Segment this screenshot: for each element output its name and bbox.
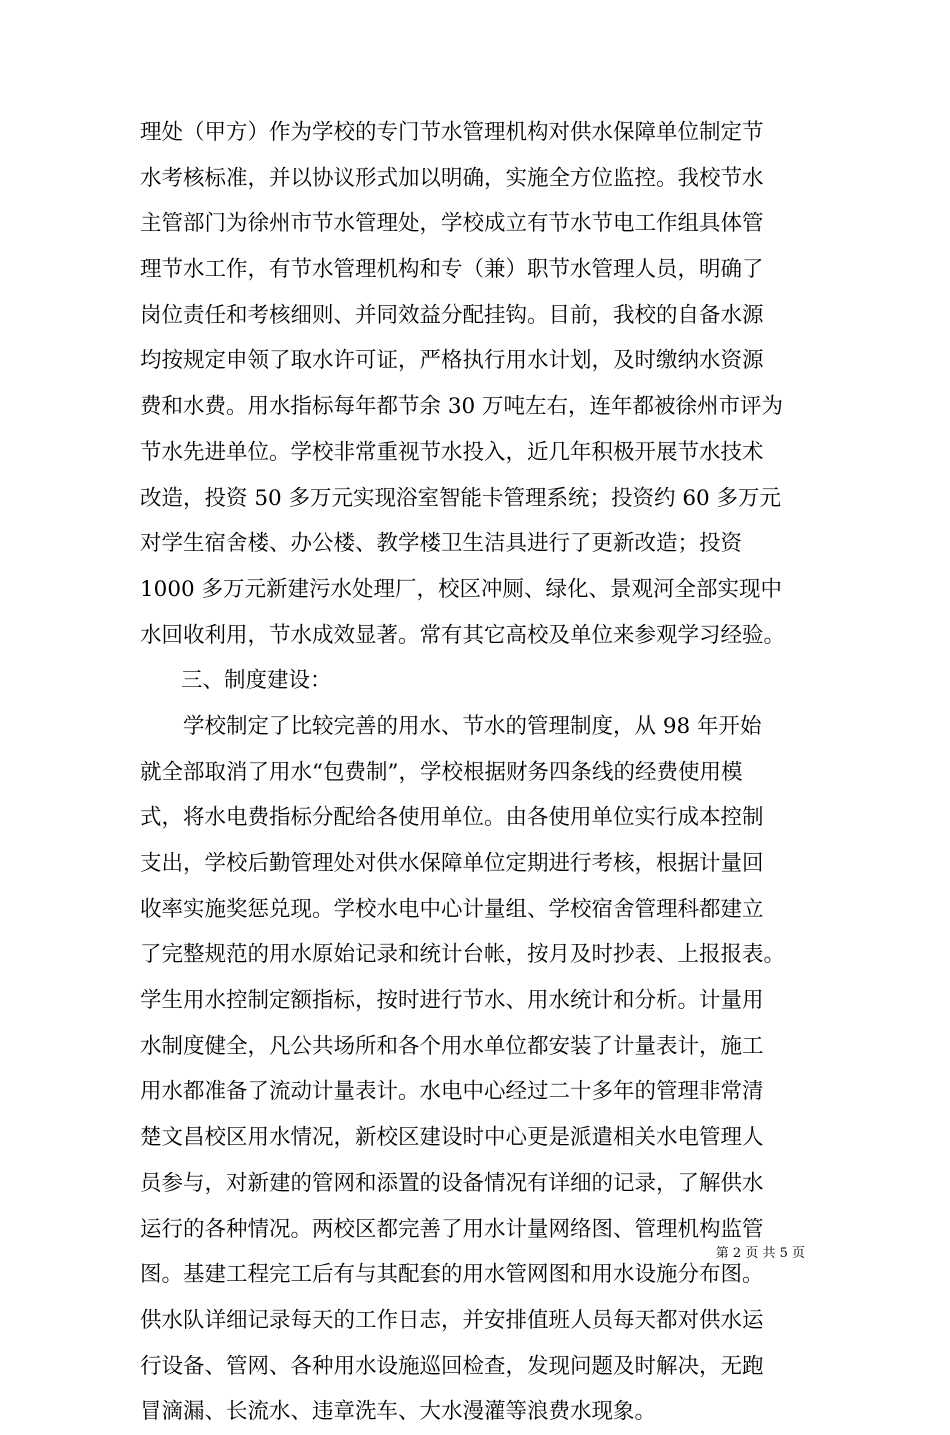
text-line: 冒滴漏、长流水、违章洗车、大水漫灌等浪费水现象。: [140, 1399, 657, 1425]
text-line: 了完整规范的用水原始记录和统计台帐，按月及时抄表、上报报表。: [140, 942, 786, 968]
text-line: 就全部取消了用水“包费制”，学校根据财务四条线的经费使用模: [140, 759, 743, 785]
text-line: 理处（甲方）作为学校的专门节水管理机构对供水保障单位制定节: [140, 120, 764, 145]
text-line: 供水队详细记录每天的工作日志，并安排值班人员每天都对供水运: [140, 1307, 764, 1333]
text-line: 改造，投资 50 多万元实现浴室智能卡管理系统；投资约 60 多万元: [140, 485, 782, 511]
text-line: 均按规定申领了取水许可证，严格执行用水计划，及时缴纳水资源: [140, 348, 764, 374]
text-line: 水回收利用，节水成效显著。常有其它高校及单位来参观学习经验。: [140, 622, 786, 648]
body-text: [140, 110, 840, 1435]
text-line: 楚文昌校区用水情况，新校区建设时中心更是派遣相关水电管理人: [140, 1125, 764, 1151]
text-line: 学生用水控制定额指标，按时进行节水、用水统计和分析。计量用: [140, 988, 764, 1014]
text-line: 对学生宿舍楼、办公楼、教学楼卫生洁具进行了更新改造；投资: [140, 531, 743, 557]
text-line: 用水都准备了流动计量表计。水电中心经过二十多年的管理非常清: [140, 1079, 764, 1105]
text-line: 图。基建工程完工后有与其配套的用水管网图和用水设施分布图。: [140, 1262, 764, 1288]
section-heading: 三、制度建设：: [181, 668, 332, 694]
text-line: 理节水工作，有节水管理机构和专（兼）职节水管理人员，明确了: [140, 257, 764, 283]
text-line: 水制度健全，凡公共场所和各个用水单位都安装了计量表计，施工: [140, 1033, 764, 1059]
text-line: 式，将水电费指标分配给各使用单位。由各使用单位实行成本控制: [140, 805, 764, 831]
page-number-footer: 第 2 页 共 5 页: [715, 1246, 805, 1261]
text-line: 员参与，对新建的管网和添置的设备情况有详细的记录，了解供水: [140, 1170, 764, 1196]
text-line: 岗位责任和考核细则、并同效益分配挂钩。目前，我校的自备水源: [140, 302, 764, 328]
text-line: 支出，学校后勤管理处对供水保障单位定期进行考核，根据计量回: [140, 851, 764, 876]
text-line: 收率实施奖惩兑现。学校水电中心计量组、学校宿舍管理科都建立: [140, 896, 764, 922]
paragraph-first-line: 学校制定了比较完善的用水、节水的管理制度，从 98 年开始: [183, 713, 762, 739]
text-line: 1000 多万元新建污水处理厂，校区冲厕、绿化、景观河全部实现中: [140, 576, 783, 602]
text-line: 费和水费。用水指标每年都节余 30 万吨左右，连年都被徐州市评为: [140, 394, 784, 420]
text-line: 节水先进单位。学校非常重视节水投入，近几年积极开展节水技术: [140, 439, 764, 465]
text-line: 主管部门为徐州市节水管理处，学校成立有节水节电工作组具体管: [140, 211, 764, 237]
text-line: 运行的各种情况。两校区都完善了用水计量网络图、管理机构监管: [140, 1216, 764, 1242]
text-line: 行设备、管网、各种用水设施巡回检查，发现问题及时解决，无跑: [140, 1353, 764, 1379]
text-line: 水考核标准，并以协议形式加以明确，实施全方位监控。我校节水: [140, 165, 764, 191]
